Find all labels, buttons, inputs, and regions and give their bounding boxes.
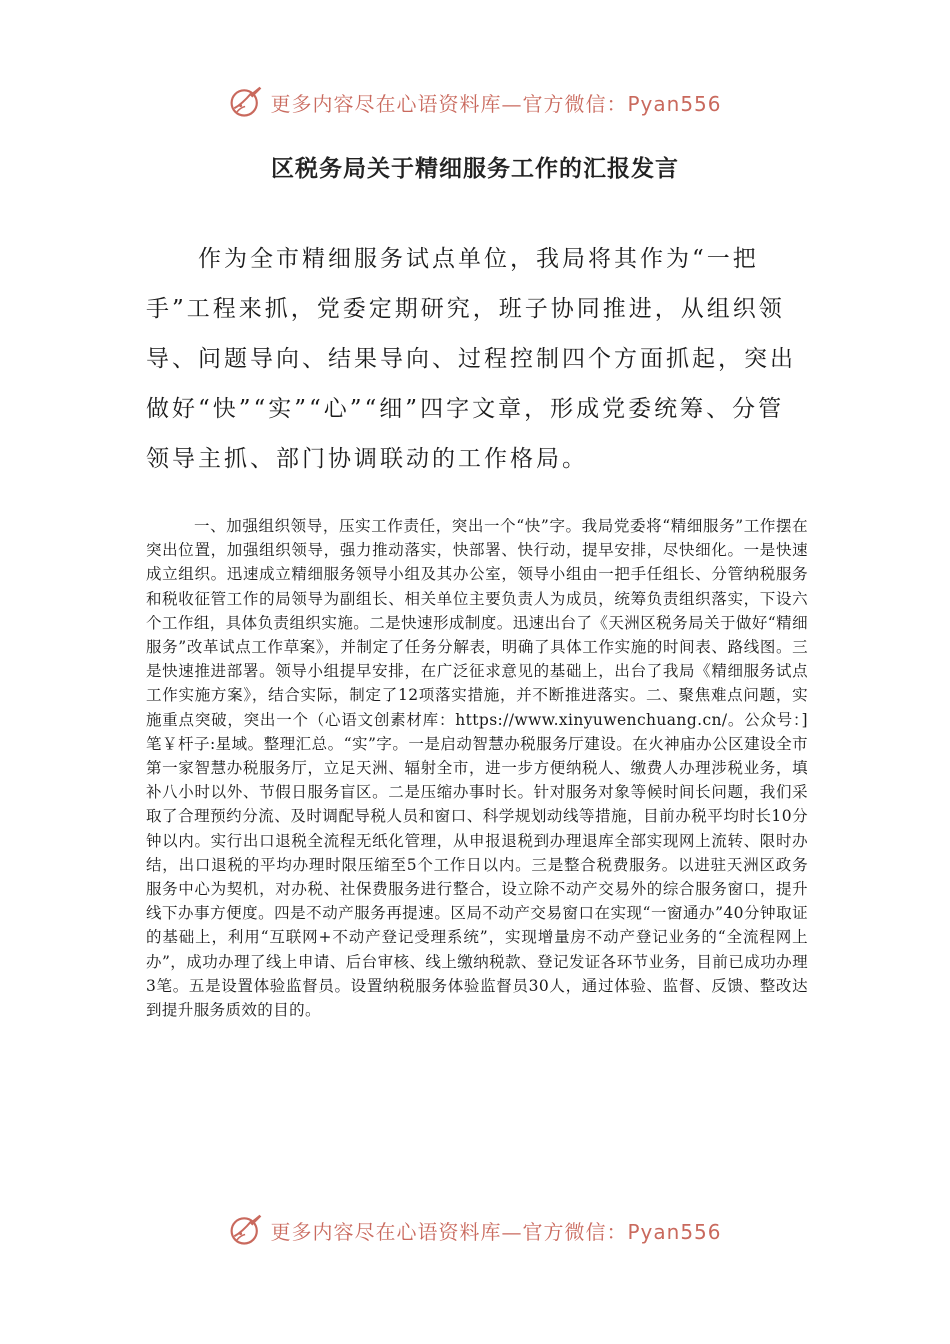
wechat-id: Pyan556 — [627, 1219, 722, 1244]
banner-text: 更多内容尽在心语资料库—官方微信：Pyan556 — [270, 1219, 722, 1244]
header-banner — [0, 82, 950, 122]
footer-banner — [0, 1210, 950, 1250]
body-paragraph: 一、加强组织领导，压实工作责任，突出一个“快”字。我局党委将“精细服务”工作摆在突出位置，加强组织领导，强力推动落实，快部署、快行动，提早安排，尽快细化。一是快速成立组织。迅速成立精细服务领导小组及其办公室，领导小组由一把手任组长、分管纳税服务和税收征管工作的局领导为副组长、相关单位主要负责人为成员，统筹负责组织落实，下设六个工作组，具体负责组织实施。二是快速形成制度。迅速出台了《天洲区税务局关于做好“精细服务”改革试点工作草案》，并制定了任务分解表，明确了具体工作实施的时间表、路线图。三是快速推进部署。领导小组提早安排，在广泛征求意见的基础上，出台了我局《精细服务试点工作实施方案》，结合实际，制定了12项落实措施，并不断推进落实。二、聚焦难点问题，实施重点突破，突出一个（心语文创素材库：https://www.xinyuwenchuang.cn/。公众号：]笔￥杆子:星域。整理汇总。“实”字。一是启动智慧办税服务厅建设。在火神庙办公区建设全市第一家智慧办税服务厅，立足天洲、辐射全市，进一步方便纳税人、缴费人办理涉税业务，填补八小时以外、节假日服务盲区。二是压缩办事时长。针对服务对象等候时间长问题，我们采取了合理预约分流、及时调配导税人员和窗口、科学规划动线等措施，目前办税平均时长10分钟以内。实行出口退税全流程无纸化管理，从申报退税到办理退库全部实现网上流转、限时办结，出口退税的平均办理时限压缩至5个工作日以内。三是整合税费服务。以进驻天洲区政务服务中心为契机，对办税、社保费服务进行整合，设立除不动产交易外的综合服务窗口，提升线下办事方便度。四是不动产服务再提速。区局不动产交易窗口在实现“一窗通办”40分钟取证的基础上，利用“互联网+不动产登记受理系统”，实现增量房不动产登记业务的“全流程网上办”，成功办理了线上申请、后台审核、线上缴纳税款、登记发证各环节业务，目前已成功办理3笔。五是设置体验监督员。设置纳税服务体验监督员30人，通过体验、监督、反馈、整改达到提升服务质效的目的。 — [146, 517, 808, 1020]
fountain-pen-logo-icon — [228, 84, 264, 120]
fountain-pen-logo-icon — [228, 1212, 264, 1248]
banner-text: 更多内容尽在心语资料库—官方微信：Pyan556 — [270, 91, 722, 116]
wechat-id: Pyan556 — [627, 91, 722, 116]
document-title: 区税务局关于精细服务工作的汇报发言 — [271, 155, 679, 182]
intro-paragraph: 作为全市精细服务试点单位，我局将其作为“一把手”工程来抓，党委定期研究，班子协同推进，从组织领导、问题导向、结果导向、过程控制四个方面抓起，突出做好“快”“实”“心”“细”四字文章，形成党委统筹、分管领导主抓、部门协调联动的工作格局。 — [146, 246, 796, 472]
